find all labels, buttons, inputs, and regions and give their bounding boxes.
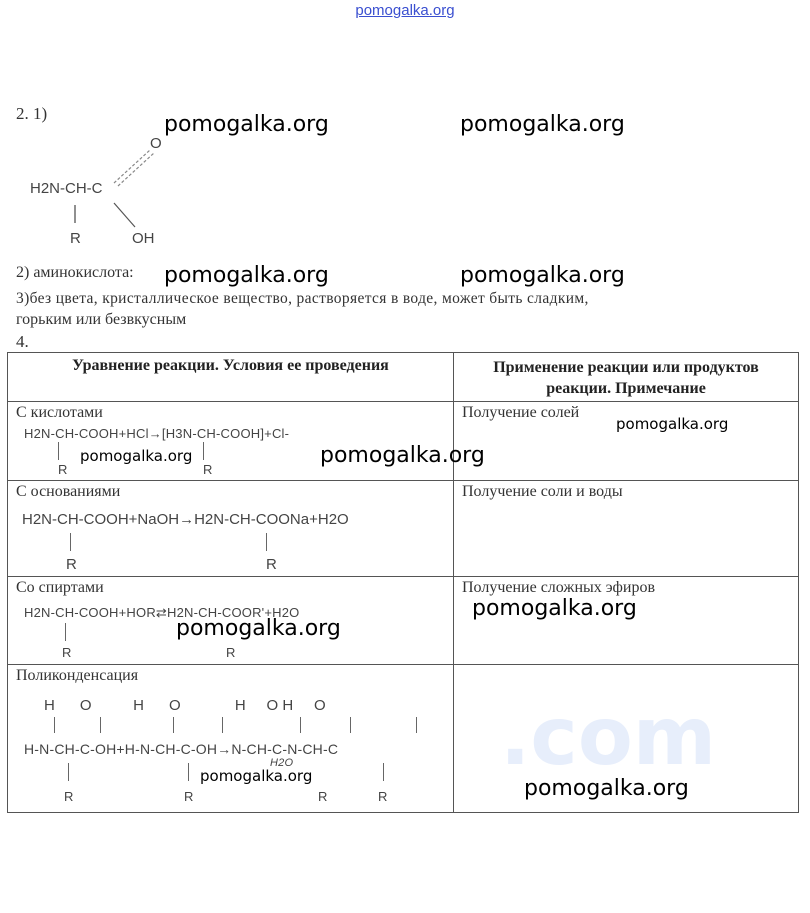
formula-oxygen: O [150, 135, 162, 152]
radical-label: R [64, 789, 74, 804]
row-equation: H2N-CH-COOH+NaOH→H2N-CH-COONa+H2O [22, 511, 349, 528]
section-number-4: 4. [16, 332, 29, 351]
radical-label: R [226, 645, 236, 660]
radical-label: R [66, 556, 77, 573]
radical-label: R [58, 462, 68, 477]
row-equation: H2N-CH-COOH+HCl→[H3N-CH-COOH]+Cl- [24, 426, 290, 441]
equation-cell [8, 665, 454, 813]
equation-cell [8, 481, 454, 577]
equation-cell [8, 402, 454, 481]
row-note [454, 665, 798, 667]
radical-label: R [62, 645, 72, 660]
watermark-text: pomogalka.org [616, 415, 729, 433]
item-2-text: 2) аминокислота: [16, 264, 134, 281]
header-equation: Уравнение реакции. Условия ее проведения [8, 353, 454, 402]
row-note: Получение сложных эфиров [462, 579, 656, 596]
radical-label: R [318, 789, 328, 804]
watermark-text: pomogalka.org [524, 776, 689, 801]
formula-main: H2N-CH-C [30, 180, 103, 197]
site-link[interactable]: pomogalka.org [355, 2, 455, 19]
watermark-text: pomogalka.org [460, 112, 625, 137]
radical-label: R [203, 462, 213, 477]
formula-hydroxyl: OH [132, 230, 155, 247]
note-cell [454, 402, 799, 481]
section-number-2: 2. 1) [16, 104, 48, 123]
table-row [8, 402, 799, 481]
background-watermark: .com [500, 690, 717, 783]
row-equation: H-N-CH-C-OH+H-N-CH-C-OH→N-CH-C-N-CH-C [24, 741, 339, 757]
header-application: Применение реакции или продуктов реакции. Примечание [454, 353, 799, 402]
item-3-line-1: 3)без цвета, кристаллическое вещество, растворяется в воде, может быть сладким, [16, 290, 589, 307]
watermark-text: pomogalka.org [200, 767, 313, 785]
row-title: С основаниями [16, 483, 121, 500]
row-title: Поликонденсация [16, 667, 139, 684]
formula-bonds [30, 135, 200, 250]
row-note: Получение солей [462, 404, 580, 421]
formula-radical: R [70, 230, 81, 247]
top-atoms: H O H O H O H O [44, 697, 326, 714]
row-equation: H2N-CH-COOH+HOR⇄H2N-CH-COOR'+H2O [24, 605, 300, 620]
table-row [8, 577, 799, 665]
arrow-label: H2O [270, 757, 294, 769]
radical-label: R [378, 789, 388, 804]
row-note: Получение соли и воды [462, 483, 623, 500]
table-header-row [8, 353, 799, 402]
amino-acid-formula [30, 135, 200, 250]
watermark-text: pomogalka.org [80, 447, 193, 465]
watermark-text: pomogalka.org [176, 616, 341, 641]
note-cell [454, 481, 799, 577]
watermark-text: pomogalka.org [320, 443, 485, 468]
row-title: Со спиртами [16, 579, 104, 596]
table-row [8, 481, 799, 577]
radical-label: R [184, 789, 194, 804]
row-title: С кислотами [16, 404, 103, 421]
radical-label: R [266, 556, 277, 573]
watermark-text: pomogalka.org [460, 263, 625, 288]
watermark-text: pomogalka.org [472, 596, 637, 621]
watermark-text: pomogalka.org [164, 263, 329, 288]
item-3-line-2: горьким или безвкусным [16, 311, 187, 328]
watermark-text: pomogalka.org [164, 112, 329, 137]
